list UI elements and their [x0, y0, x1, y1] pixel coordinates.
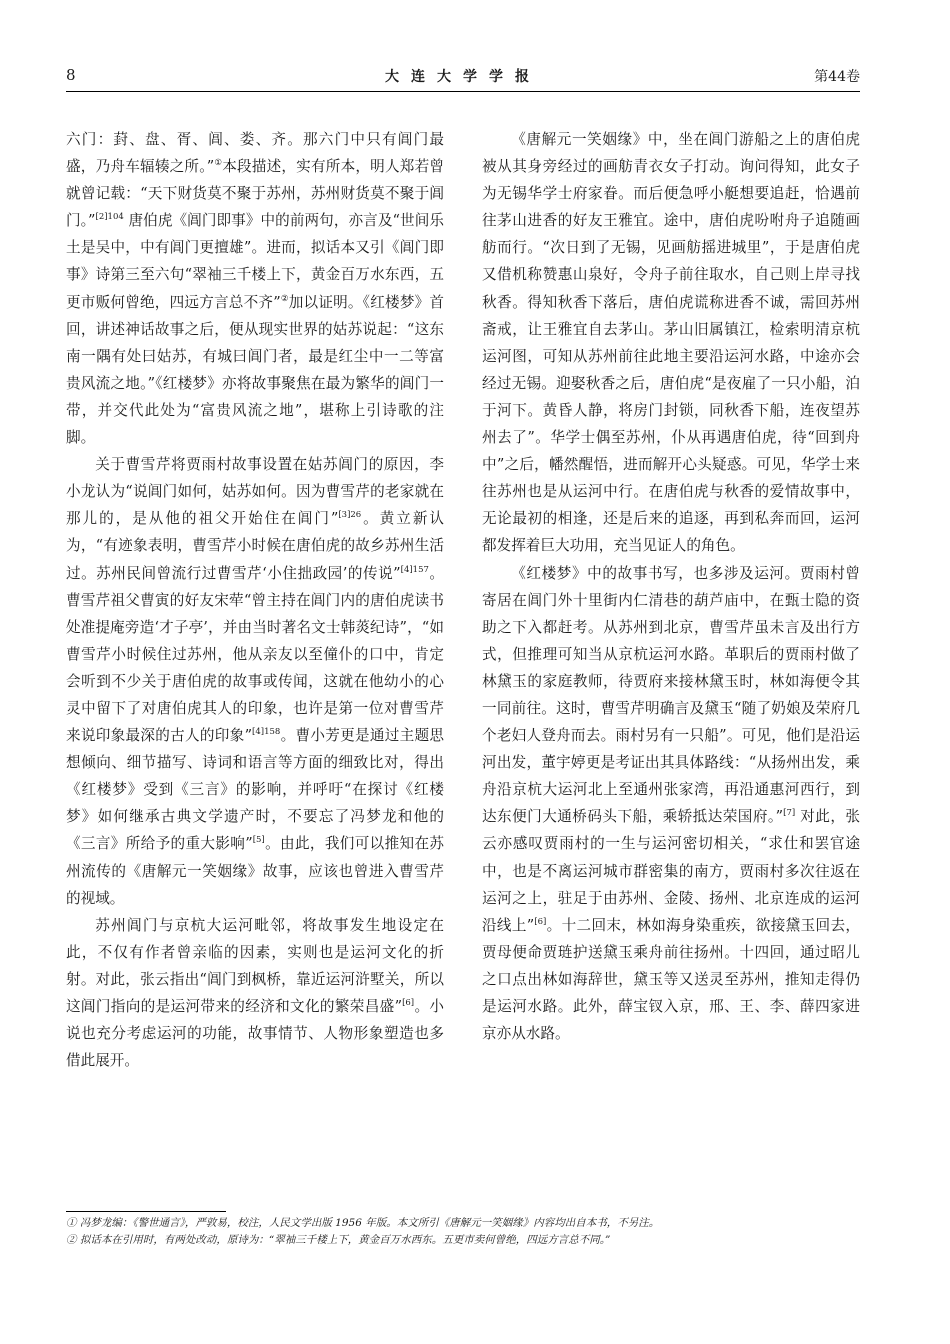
- citation-marker: [4]157: [400, 564, 429, 575]
- citation-marker: [5]: [252, 835, 265, 846]
- footnotes: [66, 1215, 860, 1249]
- volume-label: 第44卷: [814, 69, 860, 85]
- right-paragraph-1: 《唐解元一笑姻缘》中，坐在阊门游船之上的唐伯虎被从其身旁经过的画舫青衣女子打动。询问得知，此女子为无锡华学士府家眷。而后便急呼小艇想要追赶，恰遇前往茅山进香的好友王雅宜。途中，唐伯虎吩咐舟子追随画舫而行。“次日到了无锡，见画舫摇进城里”，于是唐伯虎又借机称赞惠山泉好，令舟子前往取水，自己则上岸寻找秋香。得知秋香下落后，唐伯虎谎称进香不诚，需回苏州斋戒，让王雅宜自去茅山。茅山旧属镇江，检索明清京杭运河图，可知从苏州前往此地主要沿运河水路，中途亦会经过无锡。迎娶秋香之后，唐伯虎“是夜雇了一只小船，泊于河下。黄昏人静，将房门封锁，同秋香下船，连夜望苏州去了”。华学士偶至苏州，仆从再遇唐伯虎，待“回到舟中”之后，幡然醒悟，进而解开心头疑惑。可见，华学士来往苏州也是从运河中行。在唐伯虎与秋香的爱情故事中，无论最初的相逢，还是后来的追逐，再到私奔而回，运河都发挥着巨大功用，充当见证人的角色。: [482, 131, 860, 555]
- citation-marker: [4]158: [252, 727, 281, 738]
- citation-marker: [2]104: [95, 212, 124, 223]
- header-rule: [66, 91, 860, 92]
- citation-marker: [3]26: [338, 510, 362, 521]
- running-header: [66, 66, 860, 90]
- left-column: [66, 126, 444, 1074]
- right-column: [482, 126, 860, 1047]
- footnote-1: ① 冯梦龙编：《警世通言》，严敦易，校注，人民文学出版 1956 年版。本文所引《唐解元一笑姻缘》内容均出自本书，不另注。: [66, 1217, 660, 1229]
- footnote-rule: [66, 1211, 226, 1212]
- citation-marker: [6]: [402, 998, 415, 1009]
- left-paragraph-1: 六门：葑、盘、胥、阊、娄、齐。那六门中只有阊门最盛，乃舟车辐辏之所。”①本段描述，实有所本，明人郑若曾就曾记载：“天下财货莫不聚于苏州，苏州财货莫不聚于阊门。”$^{[2]104}$ 唐伯虎《阊门即事》中的前两句，亦言及“世间乐土是吴中，中有阊门更擅雄”。进而，拟话本又引《阊门即事》诗第三至六句“翠袖三千楼上下，黄金百万水东西，五更市贩何曾绝，四远方言总不齐”②加以证明。《红楼梦》首回，讲述神话故事之后，便从现实世界的姑苏说起：“这东南一隅有处曰姑苏，有城曰阊门者，最是红尘中一二等富贵风流之地。”《红楼梦》亦将故事聚焦在最为繁华的阊门一带，并交代此处为“富贵风流之地”，堪称上引诗歌的注脚。: [66, 131, 445, 447]
- citation-marker: ②: [280, 293, 289, 304]
- journal-title: 大连大学学报: [385, 69, 541, 85]
- footnote-2: ② 拟话本在引用时，有两处改动，原诗为：“翠袖三千楼上下，黄金百万水西东。五更市卖何曾绝，四远方言总不同。”: [66, 1234, 611, 1246]
- citation-marker: ①: [214, 158, 223, 169]
- citation-marker: [7]: [783, 808, 796, 819]
- left-paragraph-3: 苏州阊门与京杭大运河毗邻，将故事发生地设定在此，不仅有作者曾亲临的因素，实则也是运河文化的折射。对此，张云指出“阊门到枫桥，靠近运河浒墅关，所以这阊门指向的是运河带来的经济和文化的繁荣昌盛”[6]。小说也充分考虑运河的功能，故事情节、人物形象塑造也多借此展开。: [66, 916, 444, 1070]
- right-paragraph-2: 《红楼梦》中的故事书写，也多涉及运河。贾雨村曾寄居在阊门外十里街内仁清巷的葫芦庙中，在甄士隐的资助之下入都赶考。从苏州到北京，曹雪芹虽未言及出行方式，但推理可知当从京杭运河水路。革职后的贾雨村做了林黛玉的家庭教师，待贾府来接林黛玉时，林如海便令其一同前往。这时，曹雪芹明确言及黛玉“随了奶娘及荣府几个老妇人登舟而去。雨村另有一只船”。可见，他们是沿运河出发，董宇婷更是考证出其具体路线：“从扬州出发，乘舟沿京杭大运河北上至通州张家湾，再沿通惠河西行，到达东便门大通桥码头下船，乘轿抵达荣国府。”[7] 对此，张云亦感叹贾雨村的一生与运河密切相关，“求仕和罢官途中，也是不离运河城市群密集的南方，贾雨村多次往返在运河之上，驻足于由苏州、金陵、扬州、北京连成的运河沿线上”[6]。十二回末，林如海身染重疾，欲接黛玉回去，贾母便命贾琏护送黛玉乘舟前往扬州。十四回，通过昭儿之口点出林如海辞世，黛玉等又送灵至苏州，推知走得仍是运河水路。此外，薛宝钗入京，邢、王、李、薛四家进京亦从水路。: [482, 564, 861, 1043]
- left-paragraph-2: 关于曹雪芹将贾雨村故事设置在姑苏阊门的原因，李小龙认为“说阊门如何，姑苏如何。因为曹雪芹的老家就在那儿的，是从他的祖父开始住在阊门”$^{[3]26}$。黄立新认为，“有迹象表明，曹雪芹小时候在唐伯虎的故乡苏州生活过。苏州民间曾流行过曹雪芹‘小住拙政园’的传说”$^{[4]157}$。曹雪芹祖父曹寅的好友宋荦“曾主持在阊门内的唐伯虎读书处准提庵旁造‘才子亭’，并由当时著名文士韩菼纪诗”，“如曹雪芹小时候住过苏州，他从亲友以至僮仆的口中，肯定会听到不少关于唐伯虎的故事或传闻，这就在他幼小的心灵中留下了对唐伯虎其人的印象，也许是第一位对曹雪芹来说印象最深的古人的印象”$^{[4]158}$。曹小芳更是通过主题思想倾向、细节描写、诗词和语言等方面的细致比对，得出《红楼梦》受到《三言》的影响，并呼吁“在探讨《红楼梦》如何继承古典文学遗产时，不要忘了冯梦龙和他的《三言》所给予的重大影响”[5]。由此，我们可以推知在苏州流传的《唐解元一笑姻缘》故事，应该也曾进入曹雪芹的视域。: [66, 456, 444, 907]
- page-number: 8: [66, 66, 76, 84]
- citation-marker: [6]: [534, 916, 547, 927]
